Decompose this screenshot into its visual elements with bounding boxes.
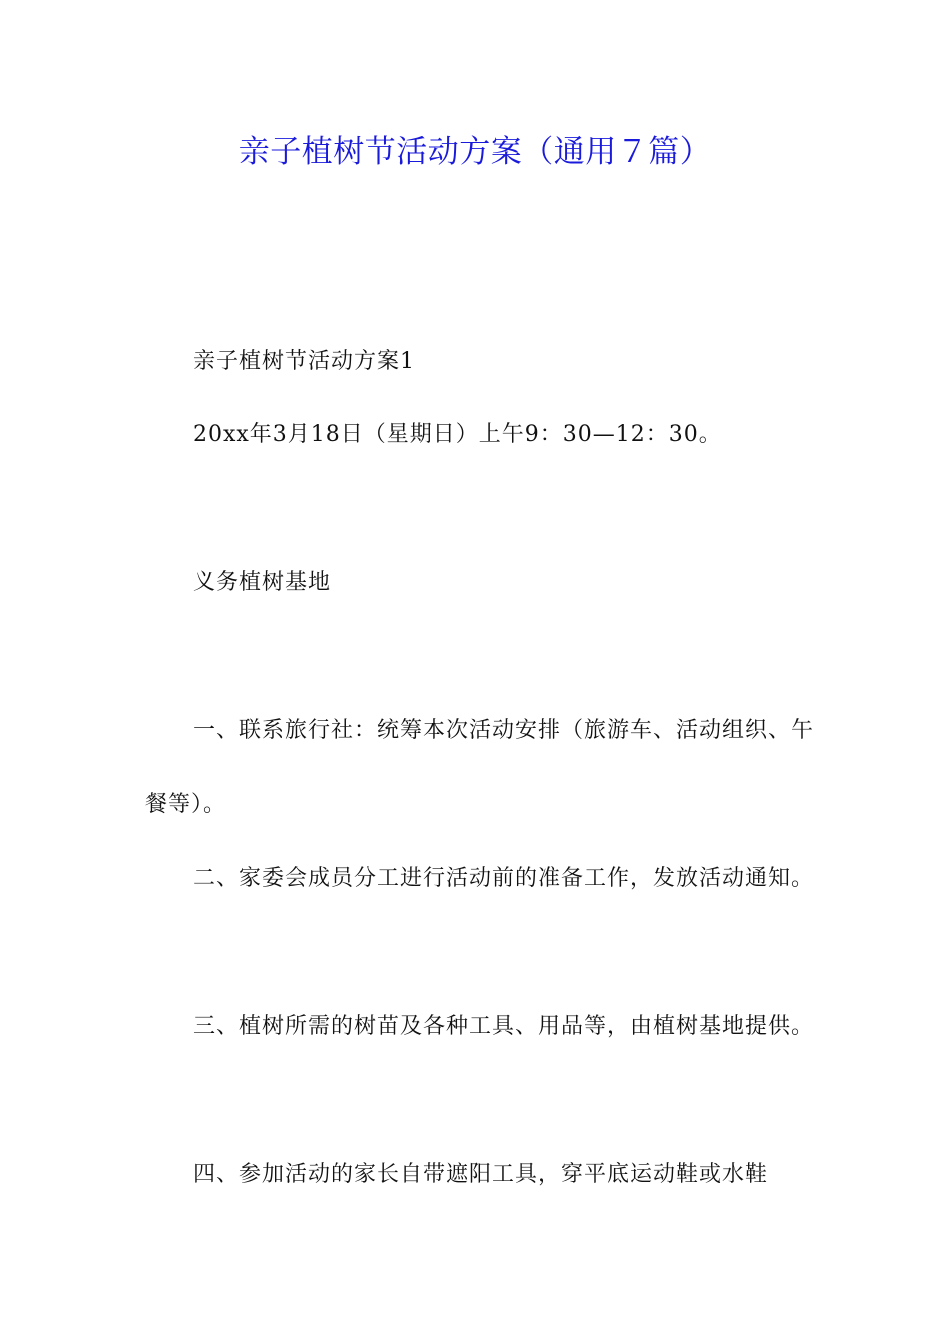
activity-time: 20xx年3月18日（星期日）上午9：30—12：30。 xyxy=(193,422,722,447)
step-four-paragraph: 四、参加活动的家长自带遮阳工具，穿平底运动鞋或水鞋 xyxy=(193,1162,769,1187)
document-title: 亲子植树节活动方案（通用７篇） xyxy=(238,134,712,170)
step-two-paragraph: 二、家委会成员分工进行活动前的准备工作，发放活动通知。 xyxy=(193,866,815,891)
activity-location: 义务植树基地 xyxy=(193,570,332,595)
step-three-paragraph: 三、植树所需的树苗及各种工具、用品等，由植树基地提供。 xyxy=(193,1014,815,1039)
step-one-paragraph: 一、联系旅行社：统筹本次活动安排（旅游车、活动组织、午餐等）。 xyxy=(145,718,815,817)
section-heading: 亲子植树节活动方案1 xyxy=(193,349,415,374)
